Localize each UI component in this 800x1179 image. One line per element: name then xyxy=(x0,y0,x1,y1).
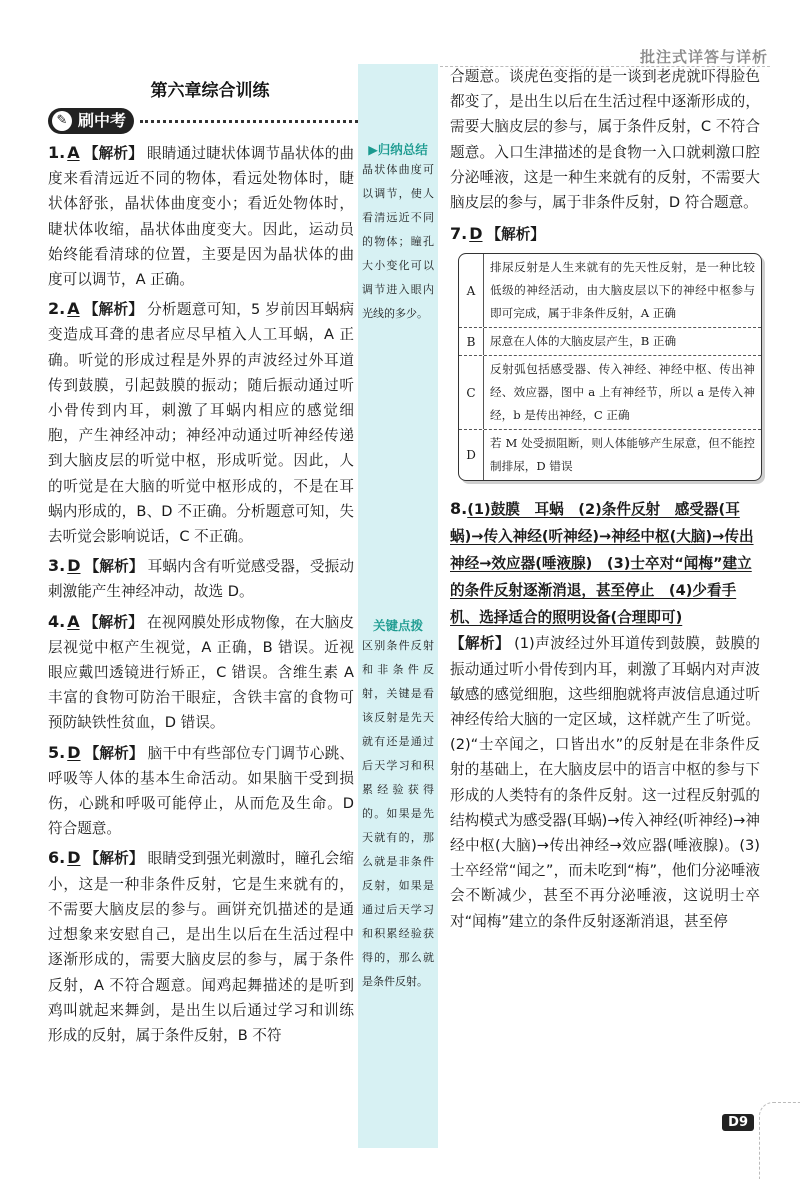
question-6-continued xyxy=(450,64,760,215)
section-dotted-rule xyxy=(140,120,358,123)
analysis-tag: 【解析】 xyxy=(486,226,545,244)
table-row xyxy=(459,327,761,355)
section-label xyxy=(48,104,358,138)
question-number: 6. xyxy=(48,848,66,868)
question-number: 7. xyxy=(450,224,468,244)
question-text: 眼睛受到强光刺激时，瞳孔会缩小，这是一种非条件反射，它是生来就有的，不需要大脑皮层的参与。画饼充饥描述的是通过想象来安慰自己，是出生以后在生活过程中逐渐形成的，需要大脑皮层的参与，属于条件反射，A 不符合题意。闻鸡起舞描述的是听到鸡叫就起来舞剑，是出生以后通过学习和训练形成的反射，属于条件反射，B 不符 xyxy=(48,850,354,1044)
question-number: 2. xyxy=(48,299,66,319)
section-badge xyxy=(48,108,134,134)
page-corner-decoration xyxy=(759,1102,800,1179)
note-key-point xyxy=(358,612,438,998)
question-answer: D xyxy=(67,848,81,868)
question-8 xyxy=(450,495,760,933)
question-8-answer xyxy=(450,495,760,631)
right-column xyxy=(450,64,760,934)
table-row xyxy=(459,355,761,429)
question-answer: A xyxy=(67,299,80,319)
analysis-tag: 【解析】 xyxy=(83,145,144,162)
analysis-tag: 【解析】 xyxy=(84,850,144,868)
question-5 xyxy=(48,740,354,842)
question-answer: D xyxy=(67,556,81,576)
note-text: 区别条件反射和非条件反射，关键是看该反射是先天就有还是通过后天学习和积累经验获得的。如果是先天就有的，那么就是非条件反射，如果是通过后天学习和积累经验获得的，那么就是条件反射。 xyxy=(362,639,434,988)
question-answer: D xyxy=(469,224,483,244)
analysis-tag: 【解析】 xyxy=(84,558,144,576)
option-analysis: 排尿反射是人生来就有的先天性反射，是一种比较低级的神经活动，由大脑皮层以下的神经中枢参与即可完成，属于非条件反射，A 正确 xyxy=(490,260,755,321)
table-row xyxy=(459,429,761,480)
analysis-tag: 【解析】 xyxy=(83,613,144,631)
question-text: (1)声波经过外耳道传到鼓膜，鼓膜的振动通过听小骨传到内耳，刺激了耳蜗内对声波敏感的感觉细胞，这些细胞就将声波信息通过听神经传给大脑的一定区域，这样就产生了听觉。(2)“士卒闻之，口皆出水”的反射是在非条件反射的基础上，在大脑皮层中的语言中枢的参与下形成的人类特有的条件反射。这一过程反射弧的结构模式为感受器(耳蜗)→传入神经(听神经)→神经中枢(大脑)→传出神经→效应器(唾液腺)。(3)士卒经常“闻之”，而未吃到“梅”，他们分泌唾液会不断减少，甚至不再分泌唾液，这说明士卒对“闻梅”建立的条件反射逐渐消退，甚至停 xyxy=(450,635,760,930)
analysis-table xyxy=(458,253,762,481)
option-key: A xyxy=(459,254,484,327)
question-number: 8. xyxy=(450,499,468,519)
left-column xyxy=(48,140,354,1048)
question-answer: (1)鼓膜 耳蜗 (2)条件反射 感受器(耳蜗)→传入神经(听神经)→神经中枢(大脑)→传出神经→效应器(唾液腺) (3)士卒对“闻梅”建立的条件反射逐渐消退，甚至停止 (4)少看手机、选择适合的照明设备(合理即可) xyxy=(450,501,754,627)
question-text: 耳蜗内含有听觉感受器，受振动刺激能产生神经冲动，故选 D。 xyxy=(48,558,354,601)
option-analysis: 若 M 处受损阻断，则人体能够产生尿意，但不能控制排尿，D 错误 xyxy=(490,436,755,474)
question-number: 3. xyxy=(48,556,66,576)
question-6 xyxy=(48,845,354,1048)
question-text: 脑干中有些部位专门调节心跳、呼吸等人体的基本生命活动。如果脑干受到损伤，心跳和呼吸可能停止，从而危及生命。D 符合题意。 xyxy=(48,744,354,838)
question-7 xyxy=(450,221,760,481)
question-answer: A xyxy=(67,143,80,162)
section-badge-text: 刷中考 xyxy=(78,111,127,130)
option-analysis: 尿意在人体的大脑皮层产生，B 正确 xyxy=(490,334,677,349)
option-key: C xyxy=(459,356,484,429)
chapter-title: 第六章综合训练 xyxy=(150,81,270,101)
question-number: 5. xyxy=(48,742,66,762)
question-number: 1. xyxy=(48,143,66,162)
note-text: 晶状体曲度可以调节，使人看清远近不同的物体；瞳孔大小变化可以调节进入眼内光线的多少。 xyxy=(362,163,434,320)
question-answer: A xyxy=(67,611,80,631)
question-2 xyxy=(48,296,354,549)
question-3 xyxy=(48,553,354,604)
analysis-tag: 【解析】 xyxy=(83,301,144,319)
page-number: D9 xyxy=(722,1114,754,1131)
note-title: 关键点拨 xyxy=(372,618,423,633)
option-key: B xyxy=(459,328,484,355)
question-text: 合题意。谈虎色变指的是一谈到老虎就吓得脸色都变了，是出生以后在生活过程中逐渐形成的，需要大脑皮层的参与，属于条件反射，C 不符合题意。入口生津描述的是食物一入口就刺激口腔分泌唾液，这是一种生来就有的反射，不需要大脑皮层的参与，属于非条件反射，D 符合题意。 xyxy=(450,68,760,212)
question-1 xyxy=(48,140,354,292)
question-text: 在视网膜处形成物像，在大脑皮层视觉中枢产生视觉，A 正确，B 错误。近视眼应戴凹透镜进行矫正，C 错误。含维生素 A 丰富的食物可防治干眼症，含铁丰富的食物可预防缺铁性贫血，D 错误。 xyxy=(48,613,354,732)
question-number: 4. xyxy=(48,611,66,631)
analysis-tag: 【解析】 xyxy=(84,744,144,762)
question-text: 分析题意可知，5 岁前因耳蜗病变造成耳聋的患者应尽早植入人工耳蜗，A 正确。听觉的形成过程是外界的声波经过外耳道传到鼓膜，引起鼓膜的振动；随后振动通过听小骨传到内耳，刺激了耳蜗内相应的感觉细胞，产生神经冲动；神经冲动通过听神经传递到大脑皮层的听觉中枢，形成听觉。因此，人的听觉是在大脑的听觉中枢形成的，不是在耳蜗内形成的，B、D 不正确。分析题意可知，失去听觉会影响说话，C 不正确。 xyxy=(48,301,354,546)
question-answer: D xyxy=(67,742,81,762)
question-text: 眼睛通过睫状体调节晶状体的曲度来看清远近不同的物体，看远处物体时，睫状体舒张，晶状体曲度变小；看近处物体时，睫状体收缩，晶状体曲度变大。因此，运动员始终能看清球的位置，主要是因为晶状体的曲度可以调节，A 正确。 xyxy=(48,145,354,289)
option-key: D xyxy=(459,430,484,480)
table-row xyxy=(459,254,761,327)
option-analysis: 反射弧包括感受器、传入神经、神经中枢、传出神经、效应器，图中 a 上有神经节，所以 a 是传入神经，b 是传出神经，C 正确 xyxy=(490,362,755,423)
question-4 xyxy=(48,609,354,736)
note-title: ▶归纳总结 xyxy=(368,142,428,157)
analysis-tag: 【解析】 xyxy=(450,635,511,653)
brush-icon: ✎ xyxy=(52,111,72,131)
running-header: 批注式详答与详析 xyxy=(639,48,768,66)
question-8-analysis xyxy=(450,631,760,933)
note-summary xyxy=(358,136,438,330)
margin-notes xyxy=(358,64,438,1148)
